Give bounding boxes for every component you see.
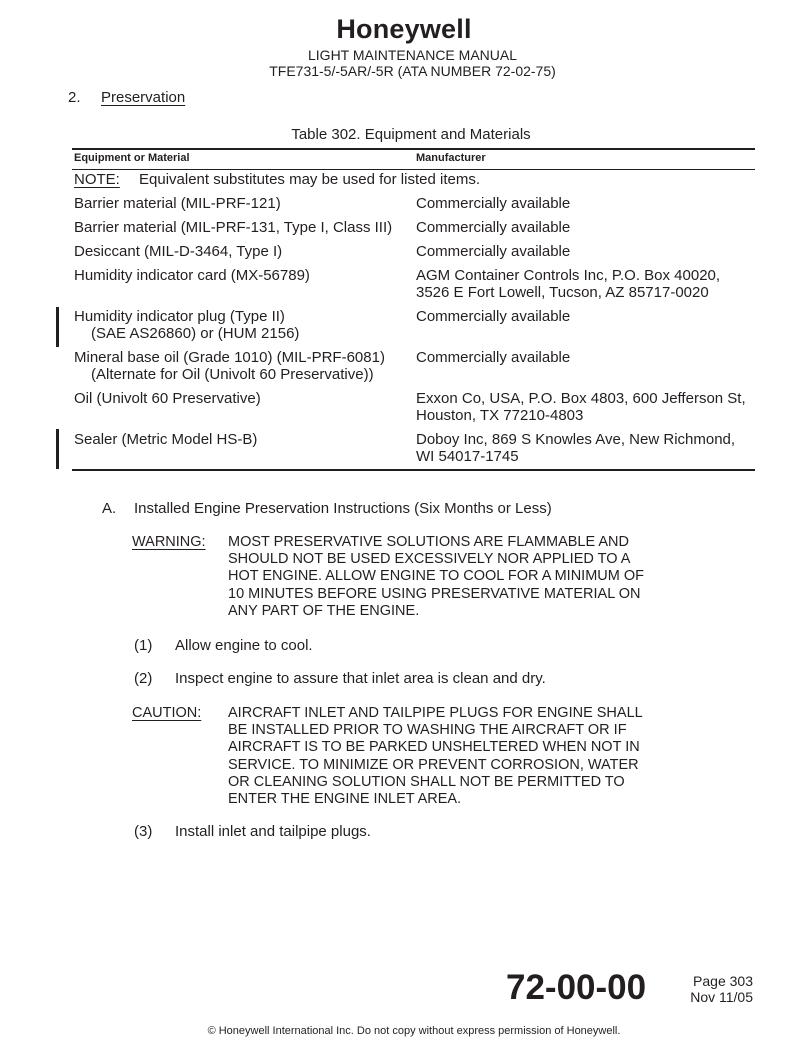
manual-title: LIGHT MAINTENANCE MANUAL xyxy=(308,47,517,63)
caution-line: ENTER THE ENGINE INLET AREA. xyxy=(228,791,462,808)
warning-line: MOST PRESERVATIVE SOLUTIONS ARE FLAMMABLE AND xyxy=(228,534,630,550)
caution-line: AIRCRAFT IS TO BE PARKED UNSHELTERED WHEN NOT IN xyxy=(228,739,640,756)
table-header-rule xyxy=(72,169,755,170)
subsection-title: Installed Engine Preservation Instructions (Six Months or Less) xyxy=(134,500,552,517)
warning-line: HOT ENGINE. ALLOW ENGINE TO COOL FOR A MINIMUM OF xyxy=(228,568,644,585)
table-row-6-manufacturer: Commercially available xyxy=(416,349,571,366)
step-2-number: (2) xyxy=(134,670,153,687)
section-title: Preservation xyxy=(101,89,186,106)
table-row-3-manufacturer: Commercially available xyxy=(416,243,571,260)
manual-subtitle: TFE731-5/-5AR/-5R (ATA NUMBER 72-02-75) xyxy=(269,63,556,79)
table-row-6-material-line2: (Alternate for Oil (Univolt 60 Preservative)) xyxy=(91,366,374,383)
table-row-2-material: Barrier material (MIL-PRF-131, Type I, Class III) xyxy=(74,219,393,236)
table-row-8-material: Sealer (Metric Model HS-B) xyxy=(74,431,258,448)
page-number: Page 303 xyxy=(693,973,753,989)
table-row-3-material: Desiccant (MIL-D-3464, Type I) xyxy=(74,243,283,260)
note-text: Equivalent substitutes may be used for listed items. xyxy=(139,171,481,188)
step-1-number: (1) xyxy=(134,637,153,654)
step-2-text: Inspect engine to assure that inlet area is clean and dry. xyxy=(175,670,546,687)
table-header-manufacturer: Manufacturer xyxy=(416,152,486,164)
table-row-8-manufacturer: Doboy Inc, 869 S Knowles Ave, New Richmond, xyxy=(416,431,736,448)
change-bar xyxy=(56,307,59,347)
section-number: 2. xyxy=(68,89,81,106)
note-label: NOTE: xyxy=(74,171,120,188)
table-row-5-material-line2: (SAE AS26860) or (HUM 2156) xyxy=(91,325,300,342)
table-row-1-manufacturer: Commercially available xyxy=(416,195,571,212)
table-row-7-manufacturer: Exxon Co, USA, P.O. Box 4803, 600 Jefferson St, xyxy=(416,390,746,407)
copyright-notice: © Honeywell International Inc. Do not copy without express permission of Honeywell. xyxy=(207,1025,621,1037)
table-row-4-manufacturer: AGM Container Controls Inc, P.O. Box 40020, xyxy=(416,267,721,284)
table-row-1-material: Barrier material (MIL-PRF-121) xyxy=(74,195,281,212)
caution-line: OR CLEANING SOLUTION SHALL NOT BE PERMITTED TO xyxy=(228,773,625,790)
caution-line: SERVICE. TO MINIMIZE OR PREVENT CORROSION, WATER xyxy=(228,756,639,773)
warning-label: WARNING: xyxy=(132,534,206,550)
step-1-text: Allow engine to cool. xyxy=(175,637,313,654)
table-row-8-manufacturer-line2: WI 54017-1745 xyxy=(416,448,519,465)
table-row-7-manufacturer-line2: Houston, TX 77210-4803 xyxy=(416,407,584,424)
subsection-letter: A. xyxy=(102,500,117,517)
caution-label: CAUTION: xyxy=(132,705,202,721)
caution-text xyxy=(228,705,678,808)
document-number: 72-00-00 xyxy=(506,968,647,1007)
table-row-5-manufacturer: Commercially available xyxy=(416,308,571,325)
table-bottom-rule xyxy=(72,469,755,471)
page-date: Nov 11/05 xyxy=(690,989,753,1005)
table-header-material: Equipment or Material xyxy=(74,152,190,164)
table-caption: Table 302. Equipment and Materials xyxy=(291,126,531,143)
table-top-rule xyxy=(72,148,755,150)
table-row-6-material: Mineral base oil (Grade 1010) (MIL-PRF-6081) xyxy=(74,349,385,366)
step-3-number: (3) xyxy=(134,823,153,840)
warning-line: 10 MINUTES BEFORE USING PRESERVATIVE MATERIAL ON xyxy=(228,585,641,602)
table-row-4-material: Humidity indicator card (MX-56789) xyxy=(74,267,310,284)
table-row-7-material: Oil (Univolt 60 Preservative) xyxy=(74,390,261,407)
table-row-2-manufacturer: Commercially available xyxy=(416,219,571,236)
caution-line: AIRCRAFT INLET AND TAILPIPE PLUGS FOR ENGINE SHALL xyxy=(228,705,643,721)
table-row-4-manufacturer-line2: 3526 E Fort Lowell, Tucson, AZ 85717-0020 xyxy=(416,284,709,301)
change-bar xyxy=(56,429,59,469)
warning-line: SHOULD NOT BE USED EXCESSIVELY NOR APPLIED TO A xyxy=(228,551,631,568)
warning-line: ANY PART OF THE ENGINE. xyxy=(228,602,420,619)
brand-logo: Honeywell xyxy=(336,14,472,44)
table-row-5-material: Humidity indicator plug (Type II) xyxy=(74,308,285,325)
step-3-text: Install inlet and tailpipe plugs. xyxy=(175,823,371,840)
warning-text xyxy=(228,534,678,620)
caution-line: BE INSTALLED PRIOR TO WASHING THE AIRCRAFT OR IF xyxy=(228,722,627,739)
